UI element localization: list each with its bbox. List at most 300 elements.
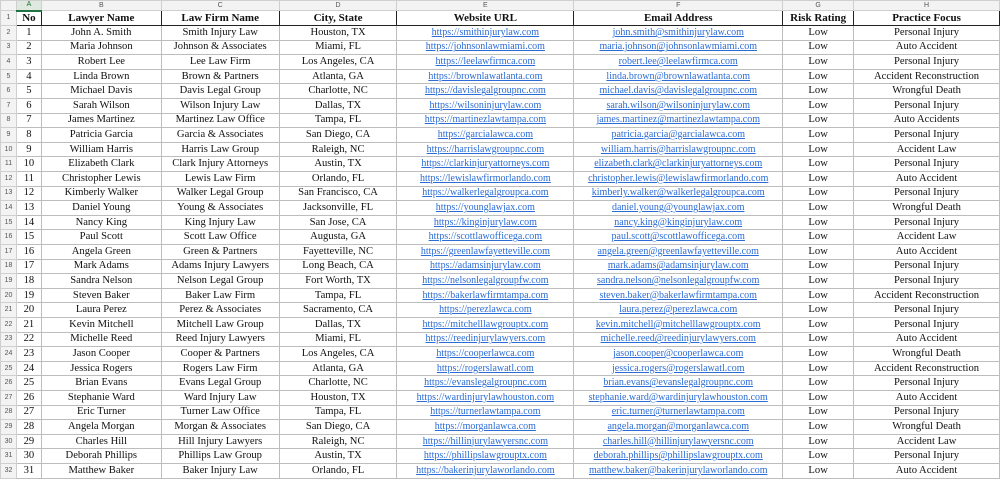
practice-focus-cell[interactable]: Auto Accident	[854, 463, 1000, 478]
firm-name-cell[interactable]: Brown & Partners	[161, 69, 279, 84]
row-number[interactable]: 30	[1, 434, 17, 449]
no-cell[interactable]: 13	[16, 201, 41, 216]
email-address-link[interactable]: eric.turner@turnerlawtampa.com	[574, 405, 783, 420]
lawyer-name-cell[interactable]: Steven Baker	[41, 288, 161, 303]
city-state-cell[interactable]: Dallas, TX	[279, 317, 397, 332]
lawyer-name-cell[interactable]: Mark Adams	[41, 259, 161, 274]
no-cell[interactable]: 30	[16, 449, 41, 464]
email-address-link[interactable]: jason.cooper@cooperlawca.com	[574, 347, 783, 362]
lawyer-name-cell[interactable]: Maria Johnson	[41, 40, 161, 55]
risk-rating-cell[interactable]: Low	[783, 274, 854, 289]
practice-focus-cell[interactable]: Wrongful Death	[854, 84, 1000, 99]
email-address-link[interactable]: brian.evans@evanslegalgroupnc.com	[574, 376, 783, 391]
firm-name-cell[interactable]: Rogers Law Firm	[161, 361, 279, 376]
table-row	[1, 405, 1000, 420]
row-number[interactable]: 6	[1, 84, 17, 99]
no-cell[interactable]: 5	[16, 84, 41, 99]
row-number[interactable]: 32	[1, 463, 17, 478]
lawyer-name-cell[interactable]: James Martinez	[41, 113, 161, 128]
email-address-link[interactable]: mark.adams@adamsinjurylaw.com	[574, 259, 783, 274]
firm-name-cell[interactable]: Cooper & Partners	[161, 347, 279, 362]
email-address-link[interactable]: christopher.lewis@lewislawfirmorlando.com	[574, 172, 783, 187]
row-number[interactable]: 13	[1, 186, 17, 201]
firm-name-cell[interactable]: Lewis Law Firm	[161, 172, 279, 187]
website-url-link[interactable]: https://lewislawfirmorlando.com	[397, 172, 574, 187]
risk-rating-cell[interactable]: Low	[783, 420, 854, 435]
column-header-e[interactable]: E	[397, 1, 574, 11]
risk-rating-cell[interactable]: Low	[783, 332, 854, 347]
risk-rating-cell[interactable]: Low	[783, 69, 854, 84]
practice-focus-cell[interactable]: Personal Injury	[854, 449, 1000, 464]
row-number[interactable]: 26	[1, 376, 17, 391]
firm-name-cell[interactable]: Smith Injury Law	[161, 26, 279, 41]
no-cell[interactable]: 3	[16, 55, 41, 70]
column-header-d[interactable]: D	[279, 1, 397, 11]
no-cell[interactable]: 25	[16, 376, 41, 391]
city-state-cell[interactable]: Atlanta, GA	[279, 69, 397, 84]
city-state-cell[interactable]: Fort Worth, TX	[279, 274, 397, 289]
header-cell[interactable]: Email Address	[574, 11, 783, 26]
lawyer-name-cell[interactable]: Deborah Phillips	[41, 449, 161, 464]
risk-rating-cell[interactable]: Low	[783, 463, 854, 478]
email-address-link[interactable]: nancy.king@kinginjurylaw.com	[574, 215, 783, 230]
firm-name-cell[interactable]: Wilson Injury Law	[161, 99, 279, 114]
lawyer-name-cell[interactable]: Linda Brown	[41, 69, 161, 84]
website-url-link[interactable]: https://phillipslawgrouptx.com	[397, 449, 574, 464]
email-address-link[interactable]: robert.lee@leelawfirmca.com	[574, 55, 783, 70]
lawyer-name-cell[interactable]: William Harris	[41, 142, 161, 157]
practice-focus-cell[interactable]: Auto Accident	[854, 172, 1000, 187]
website-url-link[interactable]: https://wardinjurylawhouston.com	[397, 390, 574, 405]
risk-rating-cell[interactable]: Low	[783, 245, 854, 260]
firm-name-cell[interactable]: Phillips Law Group	[161, 449, 279, 464]
email-address-link[interactable]: laura.perez@perezlawca.com	[574, 303, 783, 318]
firm-name-cell[interactable]: Morgan & Associates	[161, 420, 279, 435]
website-url-link[interactable]: https://scottlawofficega.com	[397, 230, 574, 245]
no-cell[interactable]: 29	[16, 434, 41, 449]
website-url-link[interactable]: https://cooperlawca.com	[397, 347, 574, 362]
row-number[interactable]: 4	[1, 55, 17, 70]
city-state-cell[interactable]: Austin, TX	[279, 157, 397, 172]
website-url-link[interactable]: https://clarkinjuryattorneys.com	[397, 157, 574, 172]
practice-focus-cell[interactable]: Wrongful Death	[854, 420, 1000, 435]
practice-focus-cell[interactable]: Wrongful Death	[854, 201, 1000, 216]
risk-rating-cell[interactable]: Low	[783, 186, 854, 201]
firm-name-cell[interactable]: Scott Law Office	[161, 230, 279, 245]
firm-name-cell[interactable]: King Injury Law	[161, 215, 279, 230]
row-number[interactable]: 16	[1, 230, 17, 245]
row-number[interactable]: 22	[1, 317, 17, 332]
no-cell[interactable]: 31	[16, 463, 41, 478]
row-number[interactable]: 9	[1, 128, 17, 143]
row-number[interactable]: 10	[1, 142, 17, 157]
email-address-link[interactable]: patricia.garcia@garcialawca.com	[574, 128, 783, 143]
risk-rating-cell[interactable]: Low	[783, 172, 854, 187]
website-url-link[interactable]: https://mitchelllawgrouptx.com	[397, 317, 574, 332]
website-url-link[interactable]: https://garcialawca.com	[397, 128, 574, 143]
header-cell[interactable]: City, State	[279, 11, 397, 26]
lawyer-name-cell[interactable]: Eric Turner	[41, 405, 161, 420]
practice-focus-cell[interactable]: Auto Accident	[854, 332, 1000, 347]
header-cell[interactable]: No	[16, 11, 41, 26]
lawyer-name-cell[interactable]: Jason Cooper	[41, 347, 161, 362]
practice-focus-cell[interactable]: Personal Injury	[854, 128, 1000, 143]
column-header-c[interactable]: C	[161, 1, 279, 11]
row-number[interactable]: 20	[1, 288, 17, 303]
risk-rating-cell[interactable]: Low	[783, 259, 854, 274]
website-url-link[interactable]: https://reedinjurylawyers.com	[397, 332, 574, 347]
email-address-link[interactable]: sarah.wilson@wilsoninjurylaw.com	[574, 99, 783, 114]
row-number[interactable]: 2	[1, 26, 17, 41]
row-number[interactable]: 5	[1, 69, 17, 84]
city-state-cell[interactable]: Charlotte, NC	[279, 84, 397, 99]
firm-name-cell[interactable]: Hill Injury Lawyers	[161, 434, 279, 449]
header-cell[interactable]: Law Firm Name	[161, 11, 279, 26]
lawyer-name-cell[interactable]: Laura Perez	[41, 303, 161, 318]
email-address-link[interactable]: steven.baker@bakerlawfirmtampa.com	[574, 288, 783, 303]
website-url-link[interactable]: https://kinginjurylaw.com	[397, 215, 574, 230]
row-number[interactable]: 12	[1, 172, 17, 187]
risk-rating-cell[interactable]: Low	[783, 230, 854, 245]
column-header-b[interactable]: B	[41, 1, 161, 11]
city-state-cell[interactable]: San Jose, CA	[279, 215, 397, 230]
lawyer-name-cell[interactable]: Paul Scott	[41, 230, 161, 245]
lawyer-name-cell[interactable]: Brian Evans	[41, 376, 161, 391]
website-url-link[interactable]: https://davislegalgroupnc.com	[397, 84, 574, 99]
no-cell[interactable]: 16	[16, 245, 41, 260]
city-state-cell[interactable]: Austin, TX	[279, 449, 397, 464]
row-number[interactable]: 14	[1, 201, 17, 216]
city-state-cell[interactable]: Long Beach, CA	[279, 259, 397, 274]
website-url-link[interactable]: https://bakerlawfirmtampa.com	[397, 288, 574, 303]
website-url-link[interactable]: https://bakerinjurylaworlando.com	[397, 463, 574, 478]
risk-rating-cell[interactable]: Low	[783, 157, 854, 172]
row-number[interactable]: 7	[1, 99, 17, 114]
email-address-link[interactable]: maria.johnson@johnsonlawmiami.com	[574, 40, 783, 55]
practice-focus-cell[interactable]: Personal Injury	[854, 157, 1000, 172]
risk-rating-cell[interactable]: Low	[783, 40, 854, 55]
city-state-cell[interactable]: Tampa, FL	[279, 288, 397, 303]
firm-name-cell[interactable]: Green & Partners	[161, 245, 279, 260]
practice-focus-cell[interactable]: Personal Injury	[854, 55, 1000, 70]
no-cell[interactable]: 21	[16, 317, 41, 332]
email-address-link[interactable]: daniel.young@younglawjax.com	[574, 201, 783, 216]
city-state-cell[interactable]: San Diego, CA	[279, 128, 397, 143]
no-cell[interactable]: 20	[16, 303, 41, 318]
lawyer-name-cell[interactable]: Robert Lee	[41, 55, 161, 70]
email-address-link[interactable]: james.martinez@martinezlawtampa.com	[574, 113, 783, 128]
lawyer-name-cell[interactable]: Stephanie Ward	[41, 390, 161, 405]
practice-focus-cell[interactable]: Personal Injury	[854, 259, 1000, 274]
email-address-link[interactable]: angela.morgan@morganlawca.com	[574, 420, 783, 435]
firm-name-cell[interactable]: Young & Associates	[161, 201, 279, 216]
column-header-h[interactable]: H	[854, 1, 1000, 11]
email-address-link[interactable]: paul.scott@scottlawofficega.com	[574, 230, 783, 245]
no-cell[interactable]: 7	[16, 113, 41, 128]
no-cell[interactable]: 9	[16, 142, 41, 157]
practice-focus-cell[interactable]: Auto Accident	[854, 245, 1000, 260]
risk-rating-cell[interactable]: Low	[783, 303, 854, 318]
city-state-cell[interactable]: Los Angeles, CA	[279, 55, 397, 70]
firm-name-cell[interactable]: Perez & Associates	[161, 303, 279, 318]
no-cell[interactable]: 8	[16, 128, 41, 143]
firm-name-cell[interactable]: Turner Law Office	[161, 405, 279, 420]
risk-rating-cell[interactable]: Low	[783, 449, 854, 464]
row-number[interactable]: 28	[1, 405, 17, 420]
city-state-cell[interactable]: Tampa, FL	[279, 113, 397, 128]
city-state-cell[interactable]: Orlando, FL	[279, 172, 397, 187]
city-state-cell[interactable]: Charlotte, NC	[279, 376, 397, 391]
risk-rating-cell[interactable]: Low	[783, 317, 854, 332]
website-url-link[interactable]: https://smithinjurylaw.com	[397, 26, 574, 41]
firm-name-cell[interactable]: Ward Injury Law	[161, 390, 279, 405]
practice-focus-cell[interactable]: Accident Reconstruction	[854, 288, 1000, 303]
practice-focus-cell[interactable]: Accident Reconstruction	[854, 361, 1000, 376]
firm-name-cell[interactable]: Clark Injury Attorneys	[161, 157, 279, 172]
no-cell[interactable]: 22	[16, 332, 41, 347]
no-cell[interactable]: 15	[16, 230, 41, 245]
city-state-cell[interactable]: San Francisco, CA	[279, 186, 397, 201]
practice-focus-cell[interactable]: Accident Reconstruction	[854, 69, 1000, 84]
lawyer-name-cell[interactable]: Nancy King	[41, 215, 161, 230]
row-number[interactable]: 27	[1, 390, 17, 405]
email-address-link[interactable]: jessica.rogers@rogerslawatl.com	[574, 361, 783, 376]
practice-focus-cell[interactable]: Accident Law	[854, 434, 1000, 449]
firm-name-cell[interactable]: Martinez Law Office	[161, 113, 279, 128]
table-row	[1, 99, 1000, 114]
practice-focus-cell[interactable]: Auto Accident	[854, 390, 1000, 405]
row-number[interactable]: 25	[1, 361, 17, 376]
practice-focus-cell[interactable]: Wrongful Death	[854, 347, 1000, 362]
practice-focus-cell[interactable]: Auto Accident	[854, 40, 1000, 55]
practice-focus-cell[interactable]: Accident Law	[854, 142, 1000, 157]
row-number[interactable]: 19	[1, 274, 17, 289]
risk-rating-cell[interactable]: Low	[783, 26, 854, 41]
column-header-f[interactable]: F	[574, 1, 783, 11]
website-url-link[interactable]: https://leelawfirmca.com	[397, 55, 574, 70]
practice-focus-cell[interactable]: Personal Injury	[854, 405, 1000, 420]
no-cell[interactable]: 19	[16, 288, 41, 303]
risk-rating-cell[interactable]: Low	[783, 128, 854, 143]
practice-focus-cell[interactable]: Personal Injury	[854, 186, 1000, 201]
no-cell[interactable]: 2	[16, 40, 41, 55]
website-url-link[interactable]: https://johnsonlawmiami.com	[397, 40, 574, 55]
row-number[interactable]: 23	[1, 332, 17, 347]
row-number[interactable]: 8	[1, 113, 17, 128]
email-address-link[interactable]: william.harris@harrislawgroupnc.com	[574, 142, 783, 157]
firm-name-cell[interactable]: Baker Injury Law	[161, 463, 279, 478]
header-cell[interactable]: Practice Focus	[854, 11, 1000, 26]
firm-name-cell[interactable]: Nelson Legal Group	[161, 274, 279, 289]
email-address-link[interactable]: michelle.reed@reedinjurylawyers.com	[574, 332, 783, 347]
website-url-link[interactable]: https://nelsonlegalgroupfw.com	[397, 274, 574, 289]
firm-name-cell[interactable]: Johnson & Associates	[161, 40, 279, 55]
email-address-link[interactable]: deborah.phillips@phillipslawgrouptx.com	[574, 449, 783, 464]
website-url-link[interactable]: https://wilsoninjurylaw.com	[397, 99, 574, 114]
email-address-link[interactable]: elizabeth.clark@clarkinjuryattorneys.com	[574, 157, 783, 172]
risk-rating-cell[interactable]: Low	[783, 434, 854, 449]
city-state-cell[interactable]: Jacksonville, FL	[279, 201, 397, 216]
practice-focus-cell[interactable]: Personal Injury	[854, 317, 1000, 332]
firm-name-cell[interactable]: Mitchell Law Group	[161, 317, 279, 332]
firm-name-cell[interactable]: Lee Law Firm	[161, 55, 279, 70]
no-cell[interactable]: 11	[16, 172, 41, 187]
email-address-link[interactable]: sandra.nelson@nelsonlegalgroupfw.com	[574, 274, 783, 289]
row-number[interactable]: 11	[1, 157, 17, 172]
website-url-link[interactable]: https://evanslegalgroupnc.com	[397, 376, 574, 391]
no-cell[interactable]: 26	[16, 390, 41, 405]
lawyer-name-cell[interactable]: Elizabeth Clark	[41, 157, 161, 172]
city-state-cell[interactable]: Miami, FL	[279, 40, 397, 55]
website-url-link[interactable]: https://turnerlawtampa.com	[397, 405, 574, 420]
practice-focus-cell[interactable]: Personal Injury	[854, 215, 1000, 230]
lawyer-name-cell[interactable]: Michelle Reed	[41, 332, 161, 347]
risk-rating-cell[interactable]: Low	[783, 376, 854, 391]
city-state-cell[interactable]: Raleigh, NC	[279, 142, 397, 157]
no-cell[interactable]: 4	[16, 69, 41, 84]
risk-rating-cell[interactable]: Low	[783, 215, 854, 230]
no-cell[interactable]: 10	[16, 157, 41, 172]
practice-focus-cell[interactable]: Personal Injury	[854, 376, 1000, 391]
city-state-cell[interactable]: Raleigh, NC	[279, 434, 397, 449]
row-number[interactable]: 17	[1, 245, 17, 260]
lawyer-name-cell[interactable]: Christopher Lewis	[41, 172, 161, 187]
firm-name-cell[interactable]: Baker Law Firm	[161, 288, 279, 303]
practice-focus-cell[interactable]: Personal Injury	[854, 303, 1000, 318]
city-state-cell[interactable]: Los Angeles, CA	[279, 347, 397, 362]
email-address-link[interactable]: angela.green@greenlawfayetteville.com	[574, 245, 783, 260]
risk-rating-cell[interactable]: Low	[783, 347, 854, 362]
email-address-link[interactable]: linda.brown@brownlawatlanta.com	[574, 69, 783, 84]
no-cell[interactable]: 23	[16, 347, 41, 362]
email-address-link[interactable]: michael.davis@davislegalgroupnc.com	[574, 84, 783, 99]
lawyer-name-cell[interactable]: Angela Green	[41, 245, 161, 260]
city-state-cell[interactable]: Tampa, FL	[279, 405, 397, 420]
practice-focus-cell[interactable]: Accident Law	[854, 230, 1000, 245]
email-address-link[interactable]: matthew.baker@bakerinjurylaworlando.com	[574, 463, 783, 478]
risk-rating-cell[interactable]: Low	[783, 55, 854, 70]
website-url-link[interactable]: https://walkerlegalgroupca.com	[397, 186, 574, 201]
lawyer-name-cell[interactable]: Jessica Rogers	[41, 361, 161, 376]
no-cell[interactable]: 24	[16, 361, 41, 376]
row-number[interactable]: 3	[1, 40, 17, 55]
website-url-link[interactable]: https://harrislawgroupnc.com	[397, 142, 574, 157]
no-cell[interactable]: 1	[16, 26, 41, 41]
risk-rating-cell[interactable]: Low	[783, 201, 854, 216]
column-header-g[interactable]: G	[783, 1, 854, 11]
lawyer-name-cell[interactable]: Sandra Nelson	[41, 274, 161, 289]
city-state-cell[interactable]: Dallas, TX	[279, 99, 397, 114]
lawyer-name-cell[interactable]: Patricia Garcia	[41, 128, 161, 143]
header-cell[interactable]: Website URL	[397, 11, 574, 26]
lawyer-name-cell[interactable]: Kevin Mitchell	[41, 317, 161, 332]
firm-name-cell[interactable]: Walker Legal Group	[161, 186, 279, 201]
no-cell[interactable]: 27	[16, 405, 41, 420]
risk-rating-cell[interactable]: Low	[783, 390, 854, 405]
city-state-cell[interactable]: Fayetteville, NC	[279, 245, 397, 260]
row-number[interactable]: 21	[1, 303, 17, 318]
practice-focus-cell[interactable]: Personal Injury	[854, 99, 1000, 114]
city-state-cell[interactable]: Augusta, GA	[279, 230, 397, 245]
row-number[interactable]: 29	[1, 420, 17, 435]
email-address-link[interactable]: stephanie.ward@wardinjurylawhouston.com	[574, 390, 783, 405]
risk-rating-cell[interactable]: Low	[783, 113, 854, 128]
email-address-link[interactable]: charles.hill@hillinjurylawyersnc.com	[574, 434, 783, 449]
firm-name-cell[interactable]: Harris Law Group	[161, 142, 279, 157]
header-cell[interactable]: Risk Rating	[783, 11, 854, 26]
no-cell[interactable]: 6	[16, 99, 41, 114]
city-state-cell[interactable]: Sacramento, CA	[279, 303, 397, 318]
risk-rating-cell[interactable]: Low	[783, 361, 854, 376]
lawyer-name-cell[interactable]: Sarah Wilson	[41, 99, 161, 114]
city-state-cell[interactable]: Atlanta, GA	[279, 361, 397, 376]
no-cell[interactable]: 17	[16, 259, 41, 274]
risk-rating-cell[interactable]: Low	[783, 288, 854, 303]
city-state-cell[interactable]: Miami, FL	[279, 332, 397, 347]
website-url-link[interactable]: https://hillinjurylawyersnc.com	[397, 434, 574, 449]
firm-name-cell[interactable]: Davis Legal Group	[161, 84, 279, 99]
no-cell[interactable]: 14	[16, 215, 41, 230]
row-number[interactable]: 15	[1, 215, 17, 230]
no-cell[interactable]: 12	[16, 186, 41, 201]
header-cell[interactable]: Lawyer Name	[41, 11, 161, 26]
lawyer-name-cell[interactable]: Daniel Young	[41, 201, 161, 216]
firm-name-cell[interactable]: Adams Injury Lawyers	[161, 259, 279, 274]
risk-rating-cell[interactable]: Low	[783, 142, 854, 157]
city-state-cell[interactable]: Houston, TX	[279, 26, 397, 41]
column-header-a[interactable]: A	[16, 1, 41, 11]
lawyer-name-cell[interactable]: Angela Morgan	[41, 420, 161, 435]
row-number[interactable]: 24	[1, 347, 17, 362]
email-address-link[interactable]: john.smith@smithinjurylaw.com	[574, 26, 783, 41]
no-cell[interactable]: 28	[16, 420, 41, 435]
practice-focus-cell[interactable]: Personal Injury	[854, 274, 1000, 289]
lawyer-name-cell[interactable]: Michael Davis	[41, 84, 161, 99]
table-row	[1, 157, 1000, 172]
city-state-cell[interactable]: Orlando, FL	[279, 463, 397, 478]
firm-name-cell[interactable]: Garcia & Associates	[161, 128, 279, 143]
firm-name-cell[interactable]: Evans Legal Group	[161, 376, 279, 391]
city-state-cell[interactable]: Houston, TX	[279, 390, 397, 405]
risk-rating-cell[interactable]: Low	[783, 99, 854, 114]
website-url-link[interactable]: https://rogerslawatl.com	[397, 361, 574, 376]
email-address-link[interactable]: kevin.mitchell@mitchelllawgrouptx.com	[574, 317, 783, 332]
no-cell[interactable]: 18	[16, 274, 41, 289]
website-url-link[interactable]: https://perezlawca.com	[397, 303, 574, 318]
website-url-link[interactable]: https://younglawjax.com	[397, 201, 574, 216]
risk-rating-cell[interactable]: Low	[783, 84, 854, 99]
practice-focus-cell[interactable]: Auto Accidents	[854, 113, 1000, 128]
lawyer-name-cell[interactable]: John A. Smith	[41, 26, 161, 41]
lawyer-name-cell[interactable]: Kimberly Walker	[41, 186, 161, 201]
risk-rating-cell[interactable]: Low	[783, 405, 854, 420]
row-number[interactable]: 1	[1, 11, 17, 26]
website-url-link[interactable]: https://morganlawca.com	[397, 420, 574, 435]
website-url-link[interactable]: https://martinezlawtampa.com	[397, 113, 574, 128]
firm-name-cell[interactable]: Reed Injury Lawyers	[161, 332, 279, 347]
row-number[interactable]: 18	[1, 259, 17, 274]
select-all-corner[interactable]	[1, 1, 17, 11]
website-url-link[interactable]: https://brownlawatlanta.com	[397, 69, 574, 84]
website-url-link[interactable]: https://adamsinjurylaw.com	[397, 259, 574, 274]
lawyer-name-cell[interactable]: Matthew Baker	[41, 463, 161, 478]
city-state-cell[interactable]: San Diego, CA	[279, 420, 397, 435]
website-url-link[interactable]: https://greenlawfayetteville.com	[397, 245, 574, 260]
email-address-link[interactable]: kimberly.walker@walkerlegalgroupca.com	[574, 186, 783, 201]
lawyer-name-cell[interactable]: Charles Hill	[41, 434, 161, 449]
practice-focus-cell[interactable]: Personal Injury	[854, 26, 1000, 41]
row-number[interactable]: 31	[1, 449, 17, 464]
